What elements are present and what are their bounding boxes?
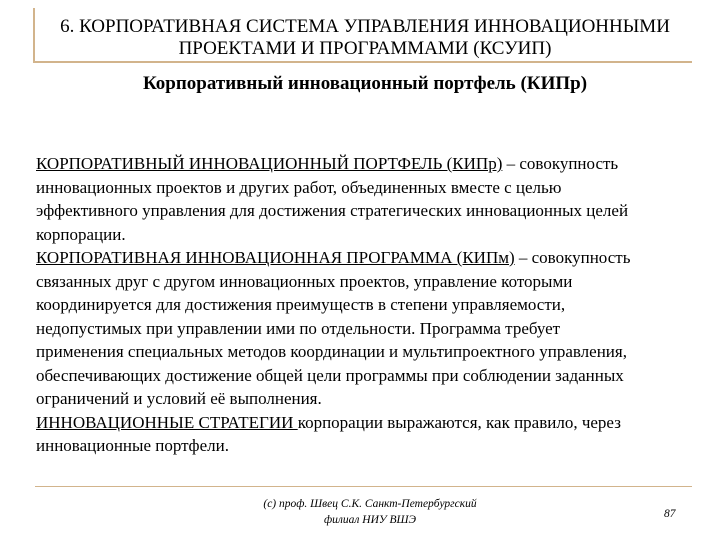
paragraph-program-line-2: связанных друг с другом инновационных проектов, управление которыми — [36, 271, 573, 291]
paragraph-portfolio-line-1 — [36, 152, 708, 176]
footer-credit-line-2: филиал НИУ ВШЭ — [323, 514, 417, 526]
paragraph-portfolio-line-3: эффективного управления для достижения стратегических инновационных целей — [36, 201, 629, 220]
footer-credit-line-1: (c) проф. Швец С.К. Санкт-Петербургский — [263, 498, 477, 510]
paragraph-strategies-text: корпорации выражаются, как правило, через — [297, 412, 621, 432]
footer-divider — [35, 486, 692, 487]
slide-title-line-1: 6. КОРПОРАТИВНАЯ СИСТЕМА УПРАВЛЕНИЯ ИННОВАЦИОННЫМИ — [60, 16, 670, 37]
slide-body — [36, 152, 708, 458]
paragraph-program-text: – совокупность — [514, 248, 631, 267]
paragraph-program-line-6: обеспечивающих достижение общей цели программы при соблюдении заданных — [36, 365, 624, 385]
paragraph-program-line-7: ограничений и условий её выполнения. — [36, 389, 322, 408]
term-program: КОРПОРАТИВНАЯ ИННОВАЦИОННАЯ ПРОГРАММА (КИПм) — [36, 248, 515, 267]
paragraph-portfolio-line-4: корпорации. — [36, 224, 126, 244]
term-portfolio: КОРПОРАТИВНЫЙ ИННОВАЦИОННЫЙ ПОРТФЕЛЬ (КИПр) — [36, 154, 503, 173]
paragraph-portfolio-text: – совокупность — [502, 154, 619, 173]
paragraph-program-line-1 — [36, 246, 708, 270]
slide-title-line-2: ПРОЕКТАМИ И ПРОГРАММАМИ (КСУИП) — [178, 38, 552, 59]
paragraph-portfolio-line-2: инновационных проектов и других работ, объединенных вместе с целью — [36, 177, 562, 197]
term-strategies: ИННОВАЦИОННЫЕ СТРАТЕГИИ — [36, 412, 298, 432]
footer-credit — [240, 496, 500, 528]
paragraph-program-line-3: координируется для достижения преимуществ в степени управляемости, — [36, 295, 566, 314]
header-divider — [33, 61, 692, 63]
paragraph-program-line-4: недопустимых при управлении ими по отдельности. Программа требует — [36, 318, 561, 338]
slide-subtitle: Корпоративный инновационный портфель (КИПр) — [142, 73, 588, 94]
slide-title — [35, 16, 695, 60]
paragraph-strategies-line-1 — [36, 411, 708, 435]
paragraph-program-line-5: применения специальных методов координации и мультипроектного управления, — [36, 342, 627, 361]
paragraph-strategies-line-2: инновационные портфели. — [36, 436, 229, 455]
page-number: 87 — [664, 508, 676, 520]
